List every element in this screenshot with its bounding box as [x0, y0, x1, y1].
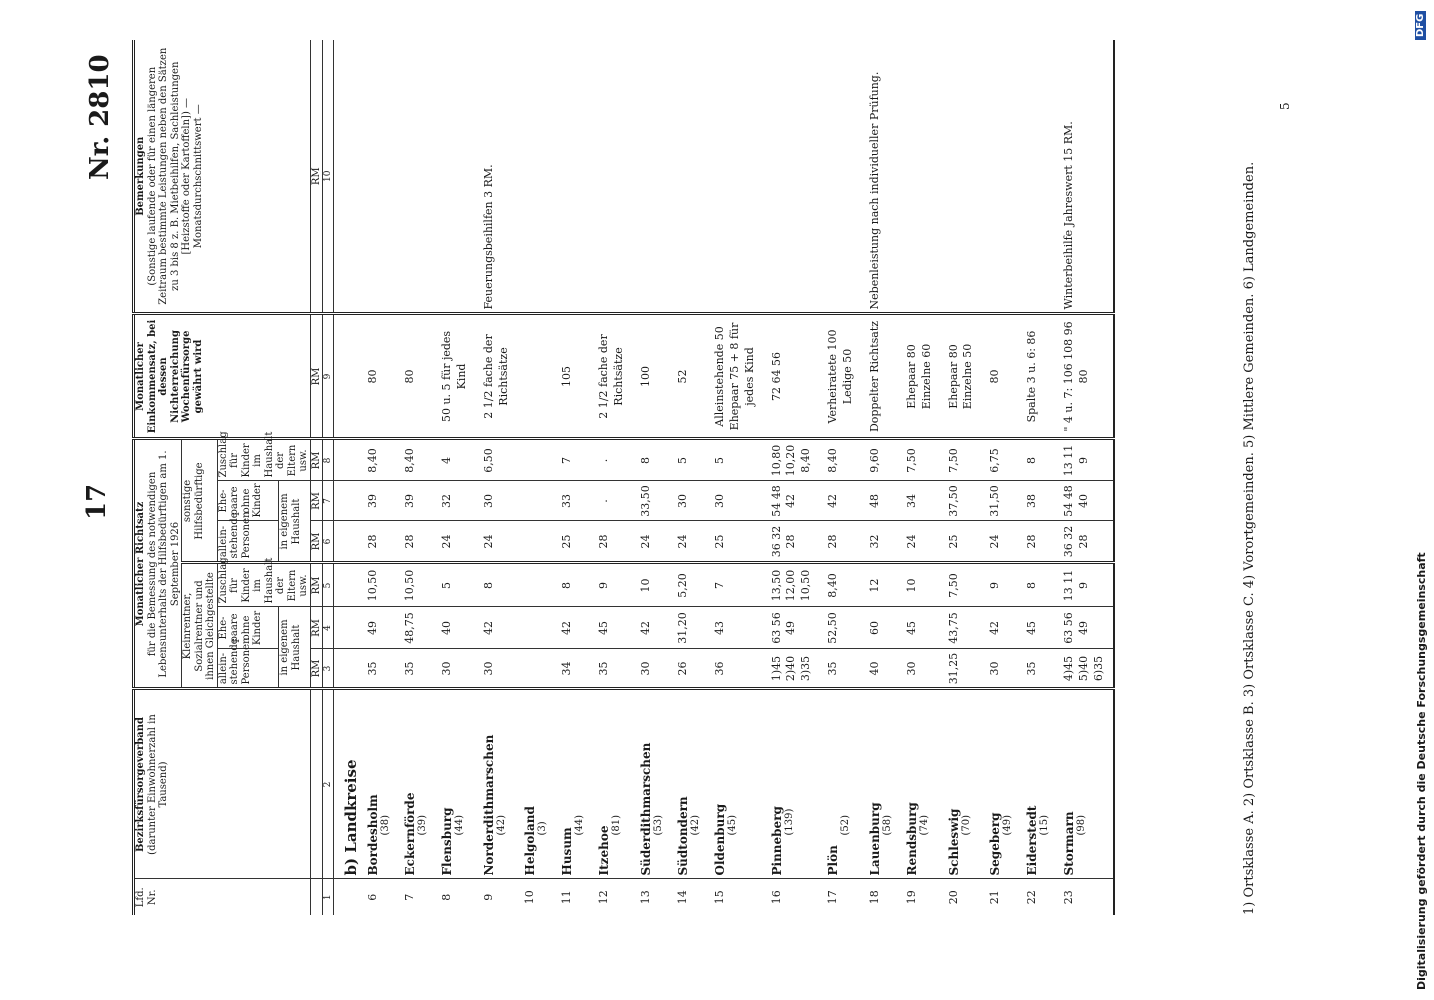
table-row — [707, 40, 764, 915]
cell-nr: 16 — [769, 890, 783, 905]
cell-c10 — [899, 40, 941, 314]
cell-c9: Verheiratete 100 Ledige 50 — [820, 314, 862, 439]
cell-c10: Feuerungsbeihilfen 3 RM. — [476, 40, 518, 314]
footnote: 1) Ortsklasse A. 2) Ortsklasse B. 3) Ortsklasse C. 4) Vorortgemeinden. 5) Mittlere Gemeinden. 6) Landgemeinden. — [1242, 161, 1257, 915]
cell-c6 — [517, 521, 554, 563]
cell-c9: " 4 u. 7: 106 108 96 80 — [1056, 314, 1114, 439]
cell-c8: 6,75 — [982, 439, 1019, 481]
table-row — [941, 40, 983, 915]
bezirk-population: (42) — [495, 814, 507, 836]
bezirk-population: (39) — [417, 814, 428, 836]
cell-c6: 28 — [360, 521, 397, 563]
cell-c5: 8 — [554, 563, 591, 607]
cell-c6: 24 — [670, 521, 707, 563]
table-row — [360, 40, 397, 915]
table-row — [517, 40, 554, 915]
cell-c10 — [1019, 40, 1056, 314]
bezirk-name: Rendsburg — [904, 802, 919, 876]
table-row — [554, 40, 591, 915]
cell-c8: 8 — [1019, 439, 1056, 481]
cell-c7: 33 — [554, 481, 591, 521]
cell-nr: 12 — [597, 890, 611, 905]
cell-c6: 25 — [941, 521, 983, 563]
cell-c6: 28 — [1019, 521, 1056, 563]
cell-c7: 30 — [476, 481, 518, 521]
table-row — [591, 40, 633, 915]
cell-nr: 20 — [946, 890, 960, 905]
cell-c3: 36 — [707, 649, 764, 689]
table-row — [764, 40, 821, 915]
cell-c7: 31,50 — [982, 481, 1019, 521]
cell-c3: 35 — [1019, 649, 1056, 689]
cell-c6: 25 — [554, 521, 591, 563]
table-row — [1056, 40, 1114, 915]
cell-c7: 39 — [397, 481, 434, 521]
cell-c5: 8,40 — [820, 563, 862, 607]
cell-c3: 35 — [820, 649, 862, 689]
cell-c4: 45 — [1019, 607, 1056, 649]
header-kleinrentner: Kleinrentner, Sozialrentner und ihnen Gleichgestellte — [182, 563, 218, 689]
bezirk-cell — [862, 689, 899, 879]
cell-c8: 7 — [554, 439, 591, 481]
cell-c7: 30 — [670, 481, 707, 521]
cell-c7: 32 — [434, 481, 476, 521]
cell-c5: 9 — [982, 563, 1019, 607]
dfg-logo: DFG — [1415, 11, 1426, 40]
bezirk-name: Helgoland — [523, 806, 538, 876]
bezirk-population: (139) — [783, 808, 795, 836]
bezirk-name: Oldenburg — [713, 803, 728, 876]
cell-c7: 37,50 — [941, 481, 983, 521]
bezirk-cell — [820, 689, 862, 879]
bezirk-name: Eckernförde — [403, 792, 417, 876]
bezirk-population: (15) — [1039, 814, 1051, 836]
bezirk-name: Schleswig — [946, 808, 961, 876]
bezirk-cell — [633, 689, 670, 879]
cell-c8: 5 — [670, 439, 707, 481]
document-number: Nr. 2810 — [85, 54, 115, 180]
bezirk-population: (38) — [380, 814, 391, 836]
cell-c5: 10,50 — [360, 563, 397, 607]
table-row — [397, 40, 434, 915]
cell-c8: 8,40 — [397, 439, 434, 481]
cell-c3: 30 — [633, 649, 670, 689]
cell-c8: 5 — [707, 439, 764, 481]
cell-c3: 34 — [554, 649, 591, 689]
cell-c4: 45 — [591, 607, 633, 649]
cell-c6: 24 — [434, 521, 476, 563]
cell-c3: 30 — [434, 649, 476, 689]
bezirk-cell — [517, 689, 554, 879]
header-ehe-1: Ehe-paare ohne Kinder — [217, 607, 279, 649]
header-zuschlag-1: Zuschlag für Kinder im Haushalt der Eltern usw. — [217, 563, 310, 607]
header-bemerkungen: Bemerkungen (Sonstige laufende oder für einen längeren Zeitraum bestimmte Leistungen neben den Sätzen zu 3 bis 8 z. B. Mietbeihilfen, Sachleistungen [Heizstoffe oder Kartoffeln]) — Monatsdurchschnittswert — — [134, 40, 311, 314]
cell-c9: Ehepaar 80 Einzelne 50 — [941, 314, 983, 439]
cell-c3: 31,25 — [941, 649, 983, 689]
cell-nr: 11 — [560, 890, 574, 905]
digitalization-notice: Digitalisierung gefördert durch die Deutsche Forschungsgemeinschaft — [1415, 552, 1428, 990]
cell-c4: 49 — [360, 607, 397, 649]
bezirk-population: (70) — [960, 814, 972, 836]
bezirk-cell — [899, 689, 941, 879]
bezirk-cell — [554, 689, 591, 879]
table-row — [476, 40, 518, 915]
table-row — [899, 40, 941, 915]
table-row — [1019, 40, 1056, 915]
cell-c10 — [670, 40, 707, 314]
cell-c7: 33,50 — [633, 481, 670, 521]
cell-c9: 72 64 56 — [764, 314, 821, 439]
cell-c4: 52,50 — [820, 607, 862, 649]
cell-c3: 35 — [397, 649, 434, 689]
cell-c3: 30 — [476, 649, 518, 689]
header-eigen-2: in eigenem Haushalt — [279, 481, 310, 563]
bezirk-cell — [1019, 689, 1056, 879]
cell-c5: 10,50 — [397, 563, 434, 607]
bezirk-cell — [982, 689, 1019, 879]
cell-c7: . — [591, 481, 633, 521]
cell-c4: 43,75 — [941, 607, 983, 649]
cell-nr: 9 — [481, 893, 495, 901]
bezirk-name: Flensburg — [440, 807, 454, 876]
cell-c10 — [591, 40, 633, 314]
bezirk-population: (44) — [574, 814, 586, 836]
cell-c4: 43 — [707, 607, 764, 649]
cell-c4: 31,20 — [670, 607, 707, 649]
cell-c9: 80 — [982, 314, 1019, 439]
cell-c8: 8,40 — [360, 439, 397, 481]
cell-c5: 8 — [1019, 563, 1056, 607]
bezirk-name: Süderdithmarschen — [639, 742, 654, 876]
header-allein-2: allein-stehende Personen — [217, 521, 279, 563]
cell-c10 — [633, 40, 670, 314]
cell-c8: 7,50 — [941, 439, 983, 481]
cell-c3: 1)45 2)40 3)35 — [764, 649, 821, 689]
bezirk-cell — [397, 689, 434, 879]
cell-c8: 6,50 — [476, 439, 518, 481]
cell-c3: 4)45 5)40 6)35 — [1056, 649, 1114, 689]
cell-c6: 32 — [862, 521, 899, 563]
bezirk-population: (81) — [611, 814, 623, 836]
bezirk-population: (74) — [918, 814, 930, 836]
table-row — [670, 40, 707, 915]
cell-c10: Winterbeihilfe Jahreswert 15 RM. — [1056, 40, 1114, 314]
cell-c5: 5 — [434, 563, 476, 607]
bezirk-population: (3) — [537, 821, 549, 836]
cell-c7 — [517, 481, 554, 521]
cell-c8 — [517, 439, 554, 481]
bezirk-population: (58) — [881, 814, 893, 836]
cell-c5: 13,50 12,00 10,50 — [764, 563, 821, 607]
cell-c5: 9 — [591, 563, 633, 607]
bezirk-name: Husum — [560, 827, 575, 876]
header-zuschlag-2: Zuschlag für Kinder im Haushalt der Eltern usw. — [217, 439, 310, 481]
cell-nr: 14 — [676, 890, 690, 905]
cell-c9: 80 — [397, 314, 434, 439]
cell-c3 — [517, 649, 554, 689]
cell-nr: 22 — [1025, 890, 1039, 905]
cell-c9: Spalte 3 u. 6: 86 — [1019, 314, 1056, 439]
cell-c7: 54 48 42 — [764, 481, 821, 521]
cell-c4: 42 — [633, 607, 670, 649]
cell-c4: 42 — [982, 607, 1019, 649]
cell-c7: 48 — [862, 481, 899, 521]
cell-c4: 45 — [899, 607, 941, 649]
bezirk-population: (45) — [727, 814, 739, 836]
cell-c10 — [397, 40, 434, 314]
bezirk-population: (49) — [1002, 814, 1014, 836]
bezirk-name: Plön — [826, 845, 841, 876]
bezirk-population: (44) — [454, 814, 465, 836]
cell-c8: 10,80 10,20 8,40 — [764, 439, 821, 481]
cell-c8: . — [591, 439, 633, 481]
cell-nr: 19 — [904, 890, 918, 905]
cell-c8: 8 — [633, 439, 670, 481]
bezirk-cell — [360, 689, 397, 879]
bezirk-name: Norderdithmarschen — [481, 734, 496, 876]
cell-c7: 39 — [360, 481, 397, 521]
cell-nr: 10 — [523, 890, 537, 905]
table-row — [434, 40, 476, 915]
header-ehe-2: Ehe-paare ohne Kinder — [217, 481, 279, 521]
cell-c9: Ehepaar 80 Einzelne 60 — [899, 314, 941, 439]
cell-c5: 13 11 9 — [1056, 563, 1114, 607]
cell-c9: Alleinstehende 50 Ehepaar 75 + 8 für jedes Kind — [707, 314, 764, 439]
column-index-row: 1 2 3 4 5 6 7 8 9 10 — [323, 40, 334, 915]
cell-c9: 2 1/2 fache der Richtsätze — [476, 314, 518, 439]
cell-c8: 9,60 — [862, 439, 899, 481]
bezirk-cell — [670, 689, 707, 879]
cell-c6: 24 — [633, 521, 670, 563]
cell-c6: 24 — [476, 521, 518, 563]
cell-c10 — [707, 40, 764, 314]
cell-c3: 35 — [591, 649, 633, 689]
cell-nr: 13 — [639, 890, 653, 905]
bezirk-name: Südtondern — [676, 796, 691, 876]
cell-c7: 34 — [899, 481, 941, 521]
page-number: 17 — [82, 483, 112, 520]
bezirk-name: Itzehoe — [597, 825, 612, 876]
cell-c6: 24 — [899, 521, 941, 563]
header-richtsatz-group: Monatlicher Richtsatz für die Bemessung des notwendigen Lebensunterhalts der Hilfsbedürftigen am 1. September 1926 — [134, 439, 182, 689]
cell-c8: 8,40 — [820, 439, 862, 481]
cell-c9: 50 u. 5 für jedes Kind — [434, 314, 476, 439]
cell-c10 — [820, 40, 862, 314]
bezirk-name: Stormarn — [1062, 811, 1077, 876]
cell-c6: 25 — [707, 521, 764, 563]
cell-c10 — [941, 40, 983, 314]
header-bezirk: Bezirksfürsorgeverband (darunter Einwohnerzahl in Tausend) — [134, 689, 311, 879]
cell-nr: 7 — [403, 893, 416, 901]
cell-c9: 2 1/2 fache der Richtsätze — [591, 314, 633, 439]
cell-c3: 35 — [360, 649, 397, 689]
cell-c6: 28 — [820, 521, 862, 563]
bezirk-cell — [591, 689, 633, 879]
header-einkommen: Monatlicher Einkommensatz, bei dessen Nichterreichung Wochenfürsorge gewährt wird — [134, 314, 311, 439]
bezirk-name: Segeberg — [988, 812, 1003, 876]
cell-c4: 42 — [476, 607, 518, 649]
cell-c10 — [360, 40, 397, 314]
cell-c4: 42 — [554, 607, 591, 649]
bezirk-name: Pinneberg — [769, 806, 784, 876]
table-row — [862, 40, 899, 915]
cell-nr: 17 — [826, 890, 840, 905]
cell-c6: 24 — [982, 521, 1019, 563]
cell-c4: 60 — [862, 607, 899, 649]
cell-c8: 13 11 9 — [1056, 439, 1114, 481]
bezirk-population: (98) — [1076, 814, 1088, 836]
cell-nr: 8 — [440, 893, 453, 901]
cell-c5: 5,20 — [670, 563, 707, 607]
cell-c7: 54 48 40 — [1056, 481, 1114, 521]
cell-nr: 21 — [988, 890, 1002, 905]
cell-c4: 40 — [434, 607, 476, 649]
cell-c8: 4 — [434, 439, 476, 481]
bezirk-cell — [434, 689, 476, 879]
cell-c3: 30 — [899, 649, 941, 689]
bezirk-name: Bordesholm — [366, 794, 380, 876]
bezirk-name: Lauenburg — [867, 802, 882, 876]
header-allein-1: allein-stehende Personen — [217, 649, 279, 689]
cell-c10 — [554, 40, 591, 314]
cell-c7: 42 — [820, 481, 862, 521]
header-sonstige: sonstige Hilfsbedürftige — [182, 439, 218, 563]
cell-c7: 30 — [707, 481, 764, 521]
cell-c5: 10 — [633, 563, 670, 607]
cell-c9: 105 — [554, 314, 591, 439]
cell-c10: Nebenleistung nach individueller Prüfung. — [862, 40, 899, 314]
cell-c10 — [982, 40, 1019, 314]
cell-c9: Doppelter Richtsatz — [862, 314, 899, 439]
cell-c4: 48,75 — [397, 607, 434, 649]
table-row — [982, 40, 1019, 915]
bezirk-cell — [1056, 689, 1114, 879]
cell-c6: 28 — [397, 521, 434, 563]
footnote-page: 5 — [1278, 102, 1292, 110]
header-lfd: Lfd. Nr. — [135, 887, 158, 908]
cell-c6: 36 32 28 — [1056, 521, 1114, 563]
bezirk-cell — [764, 689, 821, 879]
bezirk-cell — [707, 689, 764, 879]
cell-nr: 6 — [366, 893, 379, 901]
table-row — [820, 40, 862, 915]
bezirk-cell — [941, 689, 983, 879]
cell-c10 — [764, 40, 821, 314]
cell-nr: 18 — [867, 890, 881, 905]
cell-c3: 26 — [670, 649, 707, 689]
cell-c5: 7 — [707, 563, 764, 607]
bezirk-name: Eiderstedt — [1025, 805, 1040, 876]
table-row — [633, 40, 670, 915]
cell-c5: 10 — [899, 563, 941, 607]
cell-c9: 52 — [670, 314, 707, 439]
bezirk-population: (52) — [840, 814, 852, 836]
cell-c4 — [517, 607, 554, 649]
cell-c5: 12 — [862, 563, 899, 607]
cell-c6: 28 — [591, 521, 633, 563]
cell-c9: 80 — [360, 314, 397, 439]
bezirk-population: (42) — [690, 814, 702, 836]
cell-c7: 38 — [1019, 481, 1056, 521]
cell-c5: 8 — [476, 563, 518, 607]
bezirk-cell — [476, 689, 518, 879]
table-body — [334, 40, 1114, 915]
cell-c6: 36 32 28 — [764, 521, 821, 563]
header-eigen-1: in eigenem Haushalt — [279, 607, 310, 689]
cell-c8: 7,50 — [899, 439, 941, 481]
cell-c3: 40 — [862, 649, 899, 689]
cell-c9: 100 — [633, 314, 670, 439]
cell-c10 — [517, 40, 554, 314]
cell-c10 — [434, 40, 476, 314]
cell-nr: 23 — [1062, 890, 1076, 905]
cell-nr: 15 — [713, 890, 727, 905]
cell-c4: 63 56 49 — [764, 607, 821, 649]
richtsatz-table — [132, 40, 1115, 915]
bezirk-population: (53) — [653, 814, 665, 836]
cell-c5 — [517, 563, 554, 607]
cell-c4: 63 56 49 — [1056, 607, 1114, 649]
section-heading: b) Landkreise — [342, 759, 360, 876]
cell-c9 — [517, 314, 554, 439]
cell-c5: 7,50 — [941, 563, 983, 607]
cell-c3: 30 — [982, 649, 1019, 689]
table-header: Lfd. Nr. Bezirksfürsorgeverband (darunter Einwohnerzahl in Tausend) Monatlicher Richtsatz für die Bemessung des notwendigen Lebensunterhalts der Hilfsbedürftigen am 1. September 1926 Monatlicher Einkommensatz, bei dessen Nichterreichung Wochenfürsorge gewährt wird Bemerkungen (Sonstige laufende oder für einen längeren Zeitraum bestimmte Leistungen neben den Sätzen zu 3 bis 8 z. B. Mietbeihilfen, Sachleistungen [Heizstoffe oder Kartoffeln]) — Monatsdurchschnittswert — Kleinrentner, Sozialrentner und ihnen Gleichgestellte sonstige Hilfsbedürftige allein-stehende Personen Ehe-paare ohne Kinder Zuschlag für Kinder im Haushalt der Eltern usw. allein-stehende Personen Ehe-paare ohne Kinder Zuschlag für Kinder im Haushalt der Eltern usw. in eigenem Haushalt in eigenem Haushalt RM RM RM RM RM RM RM RM 1 2 3 4 5 6 7 8 9 10 — [134, 40, 334, 915]
